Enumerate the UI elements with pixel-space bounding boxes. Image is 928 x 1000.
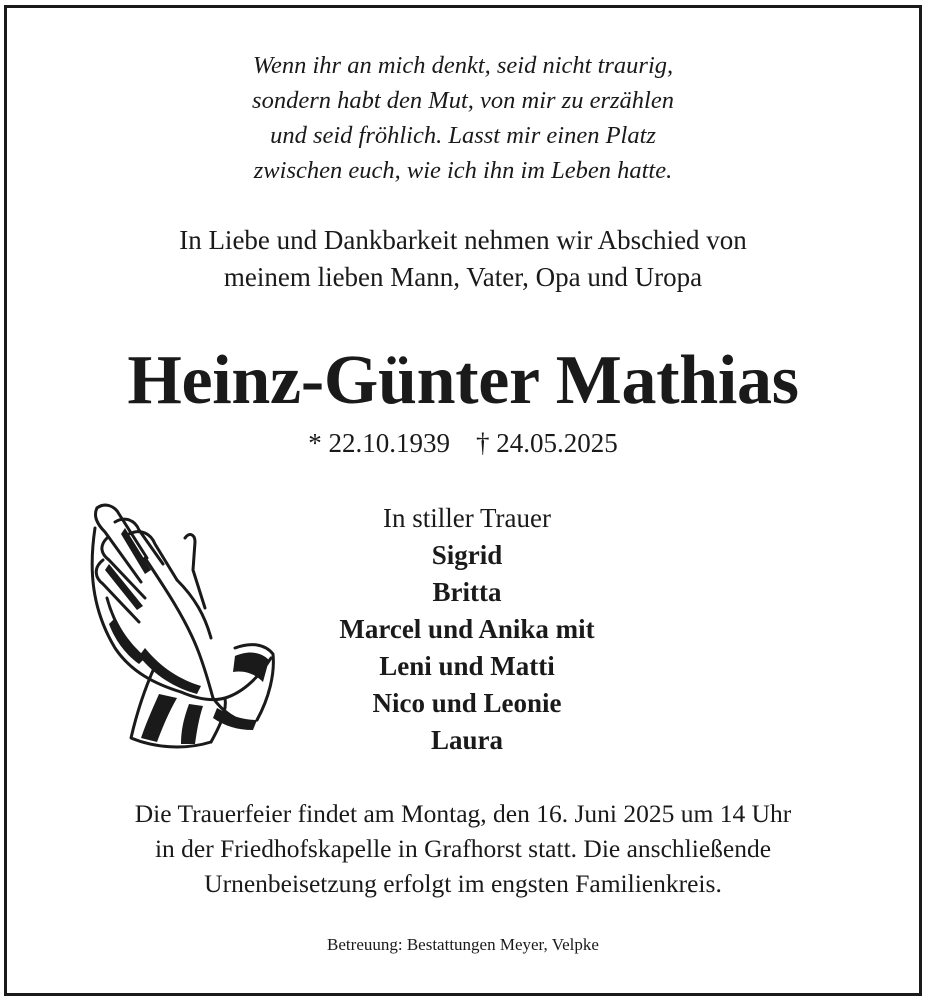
deceased-name: Heinz-Günter Mathias [127,342,799,419]
intro-text [7,222,919,296]
praying-hands-icon [85,498,275,753]
obituary-notice [4,5,922,996]
mourners-list [267,500,667,759]
birth-date: * 22.10.1939 [308,428,450,458]
poem-line: und seid fröhlich. Lasst mir einen Platz [270,122,656,149]
mourner-name: Laura [430,725,503,755]
poem-line: Wenn ihr an mich denkt, seid nicht traurig, [252,52,674,79]
mourner-name: Nico und Leonie [372,688,562,718]
mourner-name: Britta [432,577,502,607]
poem-line: sondern habt den Mut, von mir zu erzählen [252,87,674,114]
death-date: † 24.05.2025 [476,428,618,458]
poem-line: zwischen euch, wie ich ihn im Leben hatte. [253,157,673,184]
service-info [7,796,919,901]
service-line: Die Trauerfeier findet am Montag, den 16. Juni 2025 um 14 Uhr [134,799,792,828]
service-line: in der Friedhofskapelle in Grafhorst statt. Die anschließende [154,834,772,863]
mourner-name: Leni und Matti [379,651,555,681]
mourner-name: Sigrid [431,540,503,570]
life-dates [7,423,919,463]
intro-line: meinem lieben Mann, Vater, Opa und Uropa [223,262,703,292]
funeral-home-credit: Betreuung: Bestattungen Meyer, Velpke [327,935,599,954]
service-line: Urnenbeisetzung erfolgt im engsten Familienkreis. [204,869,722,898]
intro-line: In Liebe und Dankbarkeit nehmen wir Abschied von [179,225,747,255]
mourners-heading: In stiller Trauer [383,503,551,533]
poem [7,48,919,188]
mourner-name: Marcel und Anika mit [339,614,595,644]
